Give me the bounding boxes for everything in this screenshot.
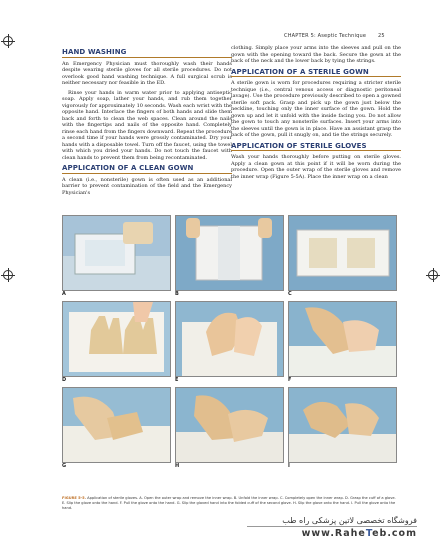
paragraph: clothing. Simply place your arms into the sleeves and pull on the gown with the opening toward the back. Secure the gown at the back of the neck and the lower back by tying the strings.: [231, 45, 401, 64]
panel-label-d: D: [62, 377, 67, 383]
chapter-title: CHAPTER 5: Aseptic Technique: [284, 33, 367, 39]
panel-label-b: B: [175, 291, 179, 297]
panel-label-h: H: [175, 463, 180, 469]
photo-panel-h: [175, 387, 284, 463]
page-number: 25: [377, 33, 385, 39]
section-title-sterile-gloves: APPLICATION OF STERILE GLOVES: [231, 143, 401, 152]
panel-label-g: G: [62, 463, 67, 469]
glove-figure: [62, 215, 396, 505]
photo-panel-i: [288, 387, 397, 463]
panel-label-c: C: [288, 291, 292, 297]
photo-panel-c: [288, 215, 397, 291]
watermark-url-suffix: eb.com: [372, 528, 417, 539]
photo-panel-d: [62, 301, 171, 377]
watermark-persian-text: فروشگاه تخصصی لاتین پزشکی راه طب: [282, 516, 417, 525]
section-title-hand-washing: HAND WASHING: [62, 49, 232, 58]
watermark: [247, 516, 417, 539]
photo-panel-a: [62, 215, 171, 291]
paragraph: Wash your hands thoroughly before putting on sterile gloves. Apply a clean gown at this point if it will be worn during the procedure. Open the outer wrap of the sterile gloves and remove the inner wrap (Figure 5-5A). Place the inner wrap on a clean: [231, 154, 401, 180]
photo-panel-g: [62, 387, 171, 463]
figure-caption: [62, 496, 396, 511]
panel-label-a: A: [62, 291, 66, 297]
paragraph: A clean (i.e., nonsterile) gown is often used as an additional barrier to prevent contamination of the field and the Emergency Physician's: [62, 176, 232, 196]
figure-number: FIGURE 5-5.: [62, 496, 86, 500]
paragraph: An Emergency Physician must thoroughly wash their hands despite wearing sterile gloves for all sterile procedures. Do not overlook good hand washing technique. A full surgical scrub is neither necessary nor feasible in the ED.: [62, 60, 232, 86]
paragraph: A sterile gown is worn for procedures requiring a stricter sterile technique (i.e., central venous access or diagnostic peritoneal lavage). Use the procedure previously described to open a gowned sterile soft pack. Grasp and pick up the gown just below the neckline, touching only the inner surface of the gown. Hold the gown up and let it unfold with the inside facing you. Do not allow the gown to touch any nonsterile surfaces. Insert your arms into the sleeves until the gown is in place. Have an assistant grasp the back of the gown, pull it snugly on, and tie the strings securely.: [231, 80, 401, 138]
right-column: [231, 45, 401, 183]
registration-mark: [3, 36, 13, 46]
watermark-url-prefix: www.Rahe: [301, 528, 366, 539]
paragraph: Rinse your hands in warm water prior to applying antiseptic soap. Apply soap, lather your hands, and rub them together vigorously for approximately 10 seconds. Wash each wrist with the opposite hand. Interlace the fingers of both hands and slide them back and forth to clean the web spaces. Clean around the nails with the fingertips and nails of the opposite hand. Completely rinse each hand from the fingers downward. Repeat the procedure a second time if your hands were grossly contaminated. Dry your hands with a disposable towel. Turn off the faucet, using the towel with which you dried your hands. Do not touch the faucet with clean hands to prevent them from being recontaminated.: [62, 89, 232, 161]
photo-panel-e: [175, 301, 284, 377]
figure-caption-text: Application of sterile gloves. A. Open the outer wrap and remove the inner wrap. B. Unfold the inner wrap. C. Completely open the inner wrap. D. Grasp the cuff of a glove. E. Slip the glove onto the hand. F. Pull the glove onto the hand. G. Slip the gloved hand into the folded cuff of the second glove. H. Slip the glove onto the hand. I. Pull the glove onto the hand.: [62, 496, 396, 510]
watermark-url: [247, 528, 417, 539]
left-column: [62, 45, 232, 199]
photo-panel-b: [175, 215, 284, 291]
panel-label-f: F: [288, 377, 292, 383]
watermark-url-t: T: [365, 528, 373, 539]
panel-label-i: I: [288, 463, 290, 469]
photo-panel-f: [288, 301, 397, 377]
panel-label-e: E: [175, 377, 179, 383]
running-header: [284, 33, 385, 39]
registration-mark: [428, 270, 438, 280]
section-title-clean-gown: APPLICATION OF A CLEAN GOWN: [62, 165, 232, 174]
section-title-sterile-gown: APPLICATION OF A STERILE GOWN: [231, 69, 401, 78]
watermark-divider: [247, 526, 417, 527]
registration-mark: [3, 270, 13, 280]
